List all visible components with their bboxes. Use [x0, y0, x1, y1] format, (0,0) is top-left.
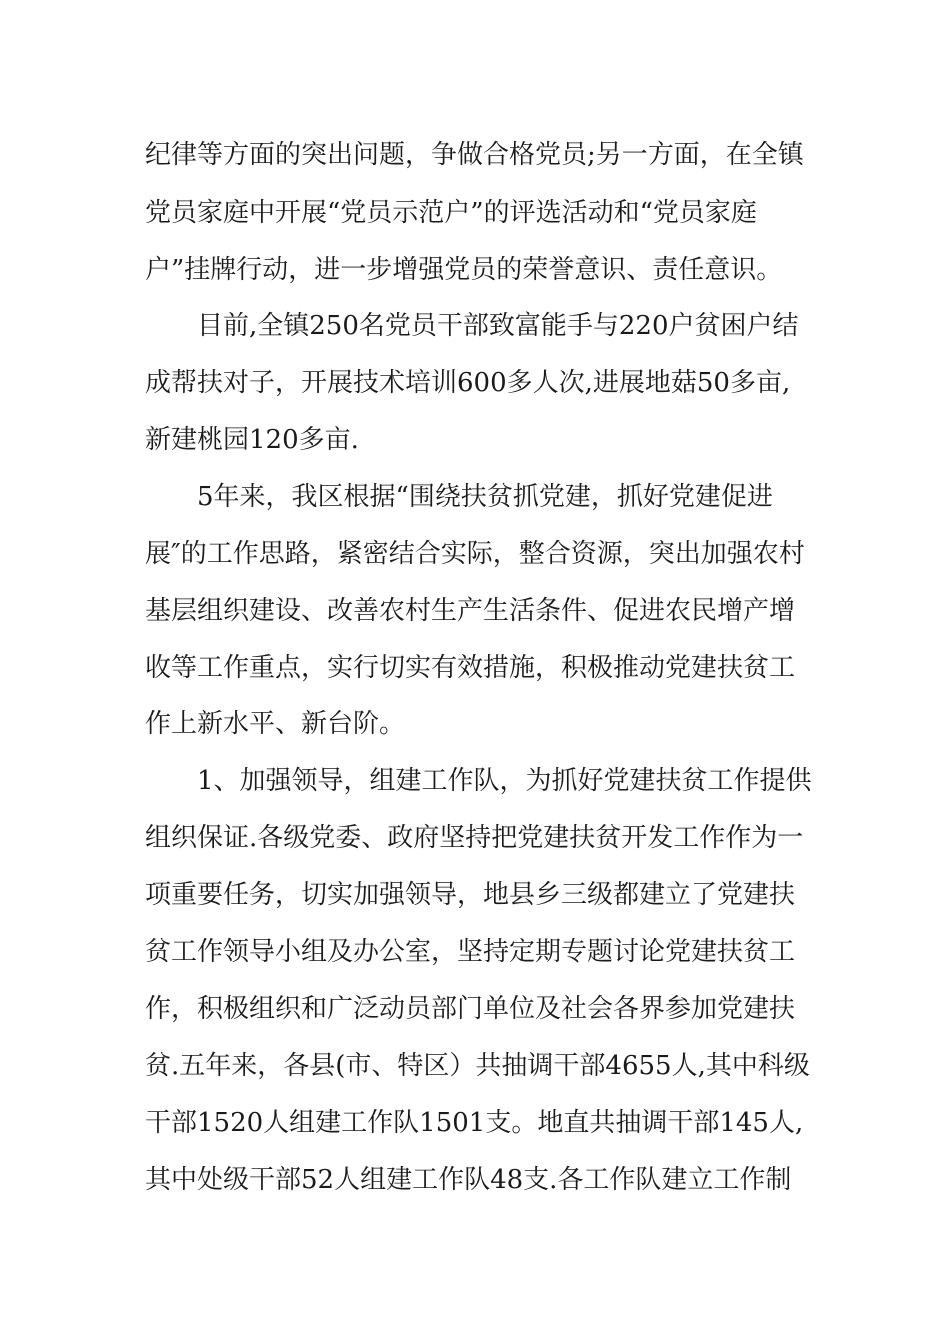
text-line: 成帮扶对子，开展技术培训600多人次,进展地菇50多亩,	[145, 368, 791, 398]
text-line: 户”挂牌行动，进一步增强党员的荣誉意识、责任意识。	[145, 255, 783, 285]
text-line: 目前,全镇250名党员干部致富能手与220户贫困户结	[197, 311, 799, 341]
text-line: 党员家庭中开展“党员示范户”的评选活动和“党员家庭	[145, 198, 757, 228]
text-line: 1、加强领导，组建工作队，为抓好党建扶贫工作提供	[197, 766, 812, 796]
text-line: 新建桃园120多亩.	[145, 425, 359, 455]
text-line: 5年来，我区根据“围绕扶贫抓党建，抓好党建促进	[197, 482, 773, 512]
text-line: 展″的工作思路，紧密结合实际，整合资源，突出加强农村	[145, 539, 805, 569]
text-line: 干部1520人组建工作队1501支。地直共抽调干部145人,	[145, 1108, 804, 1138]
text-line: 基层组织建设、改善农村生产生活条件、促进农民增产增	[145, 596, 796, 626]
text-line: 组织保证.各级党委、政府坚持把党建扶贫开发工作作为一	[145, 823, 804, 853]
text-line: 项重要任务，切实加强领导，地县乡三级都建立了党建扶	[145, 880, 796, 910]
text-line: 纪律等方面的突出问题，争做合格党员;另一方面，在全镇	[145, 140, 804, 170]
text-line: 贫.五年来，各县(市、特区）共抽调干部4655人,其中科级	[145, 1051, 810, 1081]
text-line: 贫工作领导小组及办公室，坚持定期专题讨论党建扶贫工	[145, 937, 796, 967]
text-line: 收等工作重点，实行切实有效措施，积极推动党建扶贫工	[145, 653, 796, 683]
text-line: 作，积极组织和广泛动员部门单位及社会各界参加党建扶	[145, 994, 796, 1024]
text-line: 其中处级干部52人组建工作队48支.各工作队建立工作制	[145, 1165, 792, 1195]
text-line: 作上新水平、新台阶。	[145, 709, 406, 739]
